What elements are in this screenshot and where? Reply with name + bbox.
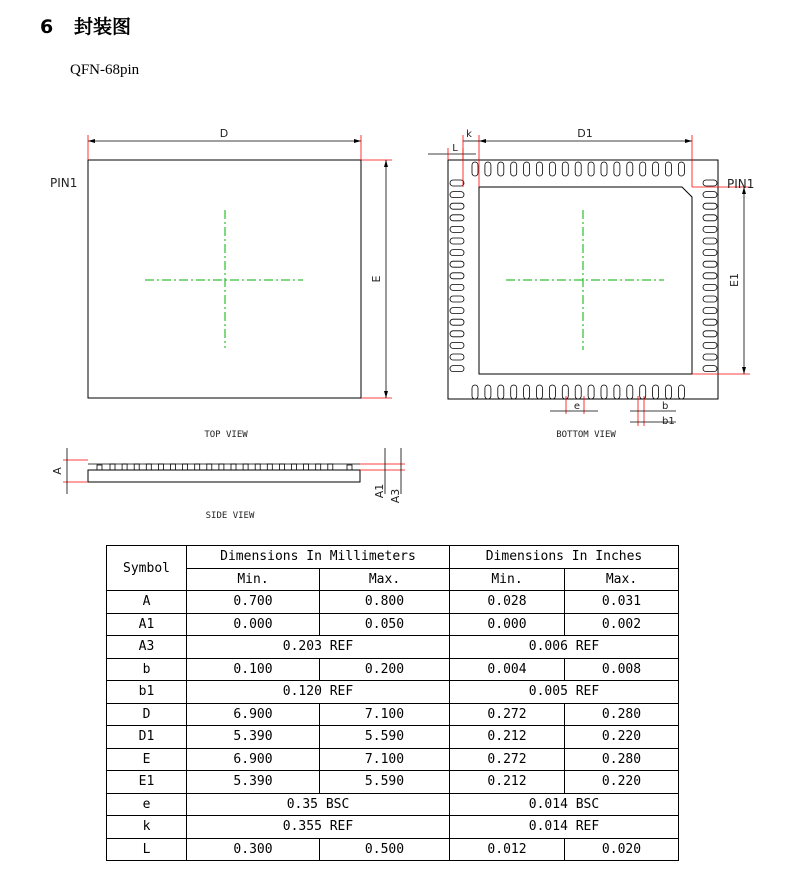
table-row — [107, 703, 679, 726]
pad-bottom — [640, 385, 646, 399]
pad-top — [562, 162, 568, 176]
pad-left — [450, 180, 464, 186]
table-row — [107, 793, 679, 816]
cell-symbol: A1 — [107, 613, 187, 636]
pad-top — [601, 162, 607, 176]
dim-e-arrow-top — [384, 160, 388, 167]
pad-top — [472, 162, 478, 176]
table-row — [107, 726, 679, 749]
dim-d-arrow-right — [354, 139, 361, 143]
side-lead — [183, 464, 188, 470]
side-lead — [328, 464, 333, 470]
header-mm-max: Max. — [320, 568, 450, 591]
cell-in-ref: 0.005 REF — [450, 681, 679, 704]
side-lead — [243, 464, 248, 470]
cell-symbol: D1 — [107, 726, 187, 749]
side-lead — [134, 464, 139, 470]
top-view-caption: TOP VIEW — [204, 430, 248, 440]
cell-mm-max: 0.050 — [320, 613, 450, 636]
side-lead — [122, 464, 127, 470]
pad-right — [703, 354, 717, 360]
pad-bottom — [537, 385, 543, 399]
cell-in-max: 0.280 — [565, 748, 679, 771]
dim-d-arrow-left — [88, 139, 95, 143]
cell-in-min: 0.000 — [450, 613, 565, 636]
side-lead — [279, 464, 284, 470]
pad-right — [703, 192, 717, 198]
header-in-max: Max. — [565, 568, 679, 591]
header-mm-min: Min. — [187, 568, 320, 591]
pad-right — [703, 342, 717, 348]
cell-in-ref: 0.014 REF — [450, 816, 679, 839]
pad-top — [524, 162, 530, 176]
cell-in-max: 0.031 — [565, 591, 679, 614]
dim-l-label: L — [452, 143, 458, 154]
cell-symbol: b1 — [107, 681, 187, 704]
cell-in-max: 0.008 — [565, 658, 679, 681]
cell-in-ref: 0.006 REF — [450, 636, 679, 659]
pad-right — [703, 238, 717, 244]
pad-top — [678, 162, 684, 176]
dim-d1-arrow-right — [685, 139, 692, 143]
pad-bottom — [653, 385, 659, 399]
cell-in-min: 0.212 — [450, 726, 565, 749]
side-lead — [255, 464, 260, 470]
dim-d1-arrow-left — [479, 139, 486, 143]
table-row — [107, 748, 679, 771]
cell-mm-min: 5.390 — [187, 726, 320, 749]
dim-a1-label: A1 — [373, 483, 386, 499]
table-row — [107, 816, 679, 839]
header-inches: Dimensions In Inches — [450, 546, 679, 569]
bottom-view — [428, 127, 754, 440]
cell-mm-max: 0.500 — [320, 838, 450, 861]
header-symbol: Symbol — [107, 546, 187, 591]
dim-e-arrow-bottom — [384, 391, 388, 398]
bottom-view-caption: BOTTOM VIEW — [556, 430, 616, 440]
dim-e1-label: E1 — [728, 273, 741, 287]
package-name: QFN-68pin — [70, 62, 140, 78]
table-row — [107, 771, 679, 794]
dim-pitch-label: e — [573, 401, 581, 412]
cell-in-ref: 0.014 BSC — [450, 793, 679, 816]
pad-right — [703, 226, 717, 232]
side-view-body — [88, 470, 360, 482]
dim-k-label: k — [466, 129, 472, 140]
pad-right — [703, 319, 717, 325]
top-pin1-label: PIN1 — [50, 176, 78, 190]
side-lead — [316, 464, 321, 470]
table-subheader-row — [107, 568, 679, 591]
bottom-pin1-label: PIN1 — [727, 177, 755, 191]
pad-left — [450, 226, 464, 232]
cell-mm-ref: 0.355 REF — [187, 816, 450, 839]
table-row — [107, 658, 679, 681]
cell-mm-ref: 0.35 BSC — [187, 793, 450, 816]
table-row — [107, 838, 679, 861]
pad-bottom — [575, 385, 581, 399]
table-header-row — [107, 546, 679, 569]
pad-right — [703, 215, 717, 221]
pad-left — [450, 203, 464, 209]
cell-mm-min: 0.700 — [187, 591, 320, 614]
pad-left — [450, 250, 464, 256]
pad-left — [450, 331, 464, 337]
cell-mm-max: 0.800 — [320, 591, 450, 614]
pad-top — [653, 162, 659, 176]
dim-e-label: E — [370, 275, 383, 283]
pad-top — [588, 162, 594, 176]
side-lead — [158, 464, 163, 470]
side-lead — [146, 464, 151, 470]
pad-top — [614, 162, 620, 176]
side-lead — [171, 464, 176, 470]
side-lead — [292, 464, 297, 470]
pad-right — [703, 284, 717, 290]
header-millimeters: Dimensions In Millimeters — [187, 546, 450, 569]
side-corner-lead — [347, 465, 352, 470]
pad-left — [450, 319, 464, 325]
cell-symbol: e — [107, 793, 187, 816]
pad-bottom — [627, 385, 633, 399]
side-lead — [207, 464, 212, 470]
pad-bottom — [524, 385, 530, 399]
cell-symbol: A — [107, 591, 187, 614]
cell-mm-min: 5.390 — [187, 771, 320, 794]
cell-in-max: 0.020 — [565, 838, 679, 861]
cell-in-min: 0.272 — [450, 748, 565, 771]
pad-left — [450, 342, 464, 348]
cell-mm-max: 0.200 — [320, 658, 450, 681]
pad-bottom — [472, 385, 478, 399]
side-lead — [267, 464, 272, 470]
cell-symbol: k — [107, 816, 187, 839]
pad-right — [703, 366, 717, 372]
section-number: 6 — [40, 16, 54, 38]
cell-symbol: E — [107, 748, 187, 771]
dim-e1-arrow-bottom — [742, 367, 746, 374]
pad-right — [703, 180, 717, 186]
pad-bottom — [485, 385, 491, 399]
cell-in-min: 0.004 — [450, 658, 565, 681]
dim-a-label: A — [51, 467, 64, 475]
pad-top — [575, 162, 581, 176]
cell-mm-ref: 0.120 REF — [187, 681, 450, 704]
dimensions-table — [106, 545, 679, 861]
pad-top — [627, 162, 633, 176]
pad-left — [450, 238, 464, 244]
cell-mm-max: 7.100 — [320, 748, 450, 771]
pad-left — [450, 192, 464, 198]
pad-bottom — [614, 385, 620, 399]
side-view — [51, 448, 405, 521]
pad-top — [666, 162, 672, 176]
cell-in-max: 0.220 — [565, 771, 679, 794]
pad-top — [640, 162, 646, 176]
pad-left — [450, 366, 464, 372]
side-lead — [110, 464, 115, 470]
cell-symbol: L — [107, 838, 187, 861]
pad-top — [485, 162, 491, 176]
dim-d1-label: D1 — [577, 127, 593, 140]
cell-in-max: 0.002 — [565, 613, 679, 636]
pad-bottom — [601, 385, 607, 399]
pad-right — [703, 250, 717, 256]
pad-left — [450, 354, 464, 360]
pad-bottom — [549, 385, 555, 399]
cell-mm-min: 6.900 — [187, 703, 320, 726]
pad-left — [450, 261, 464, 267]
table-row — [107, 591, 679, 614]
pad-left — [450, 273, 464, 279]
pad-bottom — [666, 385, 672, 399]
cell-symbol: D — [107, 703, 187, 726]
cell-in-max: 0.280 — [565, 703, 679, 726]
side-lead — [304, 464, 309, 470]
cell-mm-ref: 0.203 REF — [187, 636, 450, 659]
cell-mm-min: 0.100 — [187, 658, 320, 681]
cell-symbol: A3 — [107, 636, 187, 659]
cell-symbol: b — [107, 658, 187, 681]
dim-a3-label: A3 — [389, 488, 402, 504]
pad-right — [703, 331, 717, 337]
pad-bottom — [498, 385, 504, 399]
dim-b1-label: b1 — [662, 416, 675, 427]
cell-mm-min: 0.000 — [187, 613, 320, 636]
table-row — [107, 636, 679, 659]
cell-mm-max: 5.590 — [320, 771, 450, 794]
side-lead-group — [97, 464, 352, 470]
pad-right — [703, 261, 717, 267]
side-lead — [195, 464, 200, 470]
side-lead — [219, 464, 224, 470]
pad-right — [703, 273, 717, 279]
cell-in-min: 0.028 — [450, 591, 565, 614]
cell-in-min: 0.212 — [450, 771, 565, 794]
cell-in-min: 0.272 — [450, 703, 565, 726]
dim-d-label: D — [219, 127, 229, 140]
pad-top — [537, 162, 543, 176]
pad-top — [511, 162, 517, 176]
table-row — [107, 613, 679, 636]
side-corner-lead — [97, 465, 102, 470]
pad-left — [450, 284, 464, 290]
pad-bottom — [511, 385, 517, 399]
pad-right — [703, 308, 717, 314]
cell-mm-min: 6.900 — [187, 748, 320, 771]
pad-left — [450, 308, 464, 314]
side-lead — [231, 464, 236, 470]
pad-right — [703, 203, 717, 209]
pad-bottom — [588, 385, 594, 399]
pad-bottom — [562, 385, 568, 399]
pad-left — [450, 215, 464, 221]
pad-top — [549, 162, 555, 176]
cell-mm-min: 0.300 — [187, 838, 320, 861]
header-in-min: Min. — [450, 568, 565, 591]
pad-bottom — [678, 385, 684, 399]
section-title: 封装图 — [74, 16, 132, 38]
cell-in-min: 0.012 — [450, 838, 565, 861]
pad-left — [450, 296, 464, 302]
cell-symbol: E1 — [107, 771, 187, 794]
pad-top — [498, 162, 504, 176]
cell-mm-max: 7.100 — [320, 703, 450, 726]
pad-right — [703, 296, 717, 302]
table-row — [107, 681, 679, 704]
cell-mm-max: 5.590 — [320, 726, 450, 749]
top-view — [50, 127, 392, 440]
side-view-caption: SIDE VIEW — [205, 511, 255, 521]
dim-b-label: b — [662, 401, 669, 412]
cell-in-max: 0.220 — [565, 726, 679, 749]
